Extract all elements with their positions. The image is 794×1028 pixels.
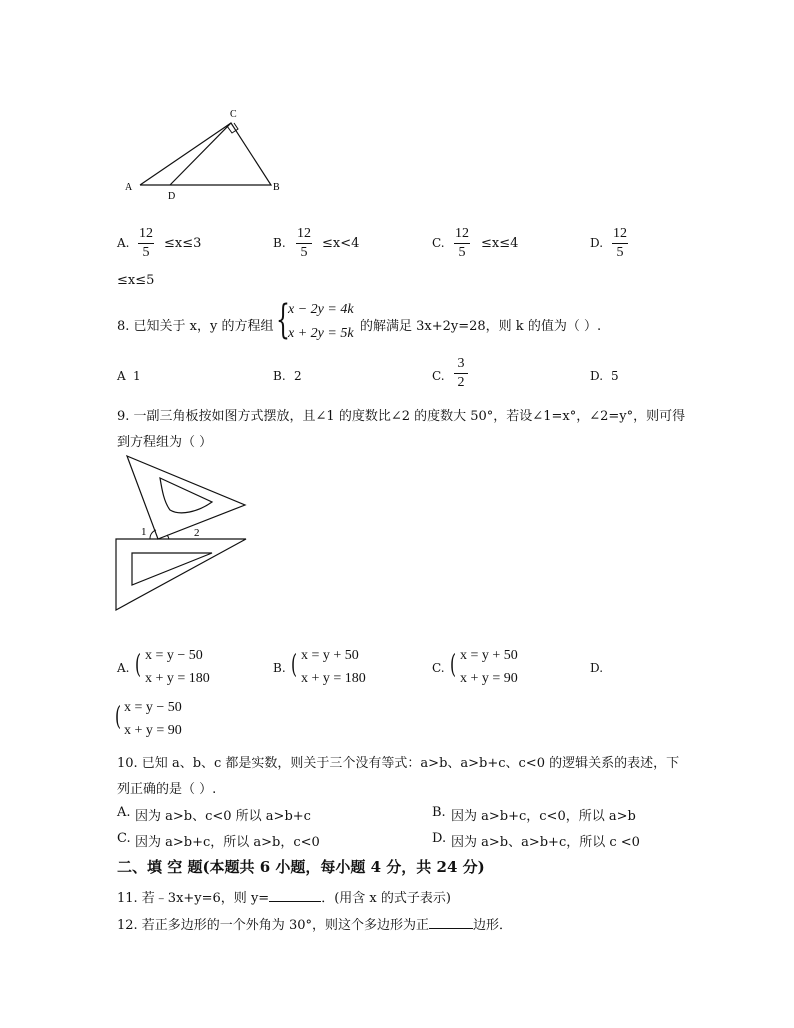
angle-1-label: 1 (141, 526, 147, 538)
section-2-title: 二、填 空 题(本题共 6 小题，每小题 4 分，共 24 分) (117, 858, 485, 876)
q8-suffix: 的解满足 3x+2y=28，则 k 的值为（ ）. (360, 319, 602, 334)
q8-option-c-fraction: 3 2 (454, 356, 468, 391)
q8-option-b-text: 2 (294, 369, 302, 383)
q9-option-d-eq2: x + y = 90 (124, 723, 182, 738)
question-12 (117, 914, 512, 933)
q8-prefix: 8. 已知关于 x，y 的方程组 (117, 319, 274, 334)
q9-option-a-letter: A. (117, 661, 130, 675)
q7-option-b-letter: B. (273, 236, 286, 250)
q10-line2: 列正确的是（ ）. (117, 782, 217, 797)
q9-option-d-brace: ( (115, 702, 122, 732)
q7-option-d-continued: ≤x≤5 (117, 273, 155, 288)
label-d: D (168, 191, 176, 202)
q9-option-a-eq2: x + y = 180 (145, 671, 210, 686)
set-squares-figure (112, 452, 254, 614)
q8-option-a-text: 1 (133, 369, 141, 383)
q7-option-a-fraction: 12 5 (139, 226, 153, 260)
q7-option-c-rest: ≤x≤4 (481, 236, 519, 251)
q7-option-d-fraction: 12 5 (613, 226, 627, 260)
q9-option-b-brace: ( (291, 650, 298, 680)
q8-option-a-letter: A (117, 369, 126, 383)
q8-eq1: x − 2y = 4k (288, 302, 354, 317)
q9-option-c-brace: ( (450, 650, 457, 680)
q10-option-c-text: 因为 a>b+c，所以 a>b，c<0 (135, 835, 320, 850)
q9-option-a-brace: ( (135, 650, 142, 680)
q8-eq2: x + 2y = 5k (288, 326, 354, 341)
q9-option-c-letter: C. (432, 661, 445, 675)
q11-answer-blank[interactable] (269, 889, 321, 902)
q10-option-b-letter: B. (432, 805, 446, 820)
q12-answer-blank[interactable] (429, 916, 473, 929)
q9-line2: 到方程组为（ ） (117, 435, 213, 450)
q10-option-d-letter: D. (432, 831, 447, 846)
q8-option-d-text: 5 (611, 369, 619, 383)
label-b: B (273, 182, 280, 193)
q7-option-c-fraction: 12 5 (455, 226, 469, 260)
q8-option-b-letter: B. (273, 369, 286, 383)
q11-before: 11. 若﹣3x+y=6，则 y= (117, 891, 270, 906)
q9-option-b-eq2: x + y = 180 (301, 671, 366, 686)
q10-option-a-letter: A. (117, 805, 131, 820)
q9-option-a-eq1: x = y − 50 (145, 648, 203, 663)
q12-before: 12. 若正多边形的一个外角为 30°，则这个多边形为正 (117, 918, 429, 933)
q8-option-c-letter: C. (432, 369, 445, 383)
angle-2-label: 2 (194, 527, 200, 539)
label-a: A (125, 182, 133, 193)
q9-line1: 9. 一副三角板按如图方式摆放，且∠1 的度数比∠2 的度数大 50°，若设∠1=x°，∠2=y°，则可得 (117, 409, 686, 424)
q9-option-d-letter: D. (590, 661, 604, 675)
q10-line1: 10. 已知 a、b、c 都是实数，则关于三个没有等式：a>b、a>b+c、c<0 的逻辑关系的表述，下 (117, 756, 680, 771)
q8-brace: { (276, 297, 290, 343)
q10-option-d-text: 因为 a>b、a>b+c，所以 c <0 (451, 835, 640, 850)
q7-option-d-letter: D. (590, 236, 604, 250)
q9-option-b-letter: B. (273, 661, 286, 675)
q11-after: ．(用含 x 的式子表示) (321, 891, 451, 906)
question-11 (117, 887, 451, 906)
q7-option-a-rest: ≤x≤3 (164, 236, 202, 251)
q10-option-c-letter: C. (117, 831, 131, 846)
label-c: C (230, 109, 237, 120)
q7-option-c-letter: C. (432, 236, 445, 250)
q7-option-b-rest: ≤x<4 (322, 236, 360, 251)
q8-option-d-letter: D. (590, 369, 604, 383)
triangle-abc-figure (118, 104, 298, 208)
q9-option-c-eq2: x + y = 90 (460, 671, 518, 686)
q12-after: 边形． (472, 918, 512, 933)
q9-option-d-eq1: x = y − 50 (124, 700, 182, 715)
q7-option-a-letter: A. (117, 236, 130, 250)
q10-option-b-text: 因为 a>b+c，c<0，所以 a>b (451, 809, 636, 824)
q9-option-b-eq1: x = y + 50 (301, 648, 359, 663)
q9-option-c-eq1: x = y + 50 (460, 648, 518, 663)
q7-option-b-fraction: 12 5 (297, 226, 311, 260)
q10-option-a-text: 因为 a>b、c<0 所以 a>b+c (135, 809, 311, 824)
